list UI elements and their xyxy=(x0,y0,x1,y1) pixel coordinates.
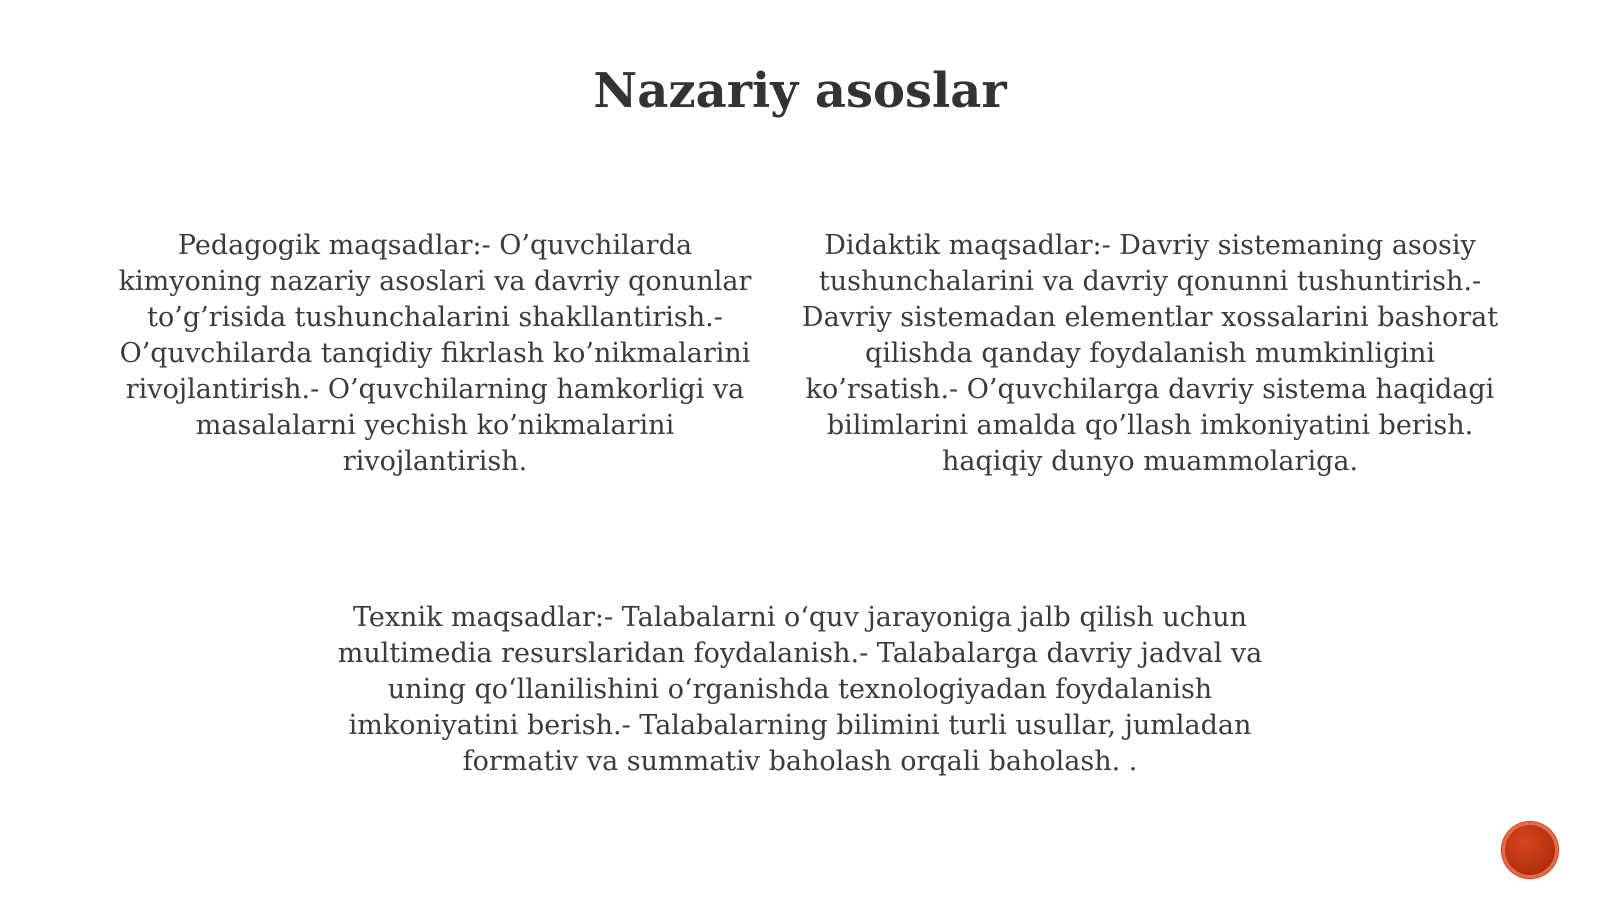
didactic-goals-text: Didaktik maqsadlar:- Davriy sistemaning asosiy tushunchalarini va davriy qonunni tushuntirish.- Davriy sistemadan elementlar xossalarini bashorat qilishda qanday foydalanish mumkinligini ko’rsatish.- O’quvchilarga davriy sistema haqidagi bilimlarini amalda qo’llash imkoniyatini berish. haqiqiy dunyo muammolariga. xyxy=(801,230,1499,477)
technical-goals-text: Texnik maqsadlar:- Talabalarni oʻquv jarayoniga jalb qilish uchun multimedia resurslaridan foydalanish.- Talabalarga davriy jadval va uning qoʻllanilishini oʻrganishda texnologiyadan foydalanish imkoniyatini berish.- Talabalarning bilimini turli usullar, jumladan formativ va summativ baholash orqali baholash. . xyxy=(337,602,1263,777)
pedagogical-goals-text: Pedagogik maqsadlar:- O’quvchilarda kimyoning nazariy asoslari va davriy qonunlar to’g’risida tushunchalarini shakllantirish.- O’quvchilarda tanqidiy fikrlash ko’nikmalarini rivojlantirish.- O’quvchilarning hamkorligi va masalalarni yechish ko’nikmalarini rivojlantirish. xyxy=(118,230,752,477)
slide-title: Nazariy asoslar xyxy=(593,63,1007,119)
slide-nav-circle-button[interactable] xyxy=(1502,822,1558,878)
